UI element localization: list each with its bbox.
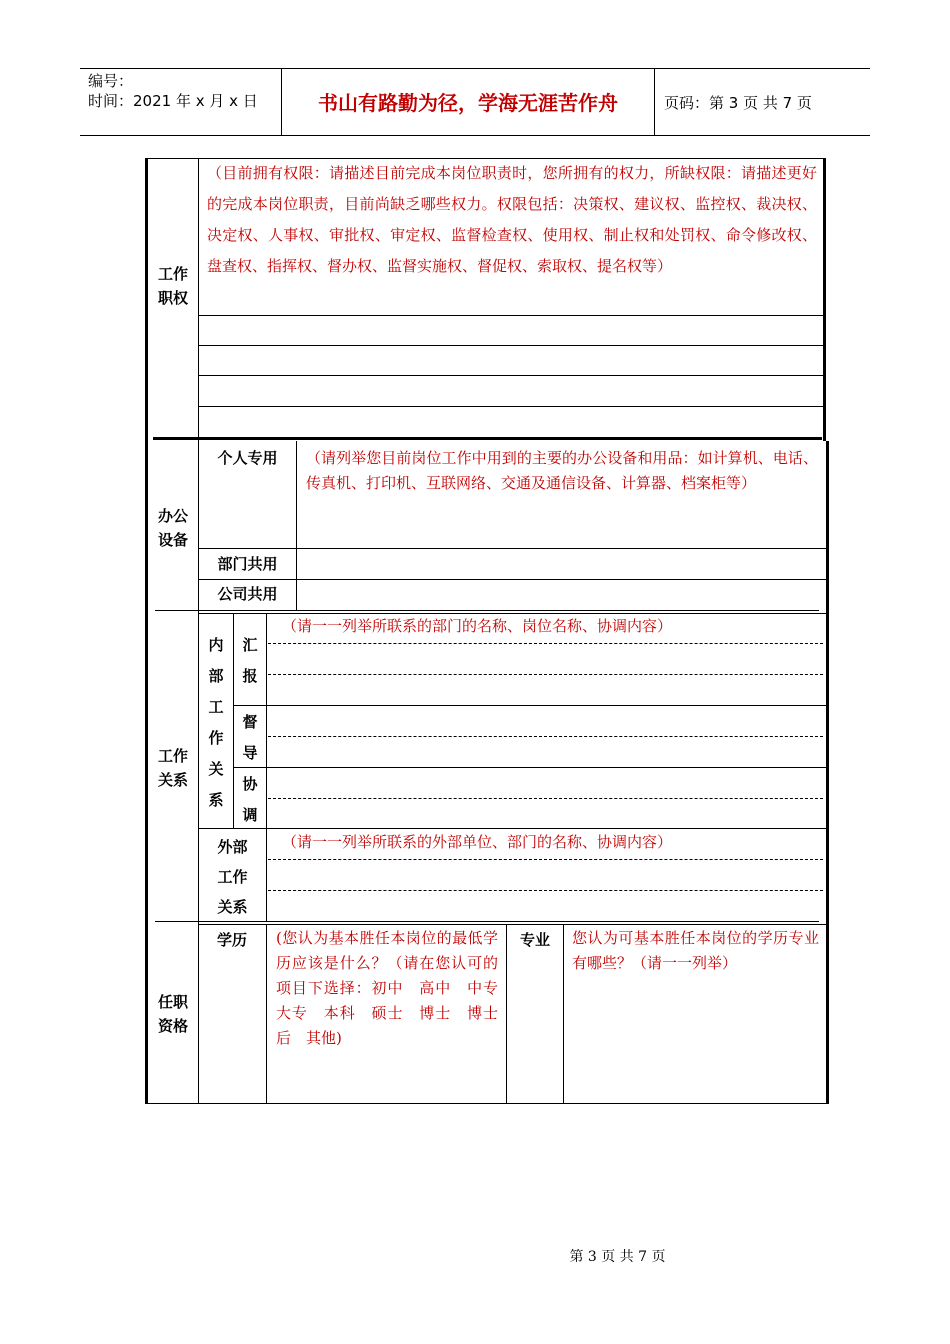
education-instruction: (您认为基本胜任本岗位的最低学历应该是什么？（请在您认可的项目下选择：初中 高中 中专 大专 本科 硕士 博士 博士后 其他) bbox=[276, 929, 514, 1047]
major-label: 专业 bbox=[519, 931, 550, 949]
personal-use-instruction: （请列举您目前岗位工作中用到的主要的办公设备和用品：如计算机、电话、传真机、打印机、互联网络、交通及通信设备、计算器、档案柜等） bbox=[306, 449, 818, 492]
authority-label: 工作 职权 bbox=[157, 265, 188, 307]
external-relations-label: 外部 工作 关系 bbox=[217, 838, 248, 916]
qualification-label: 任职 资格 bbox=[157, 993, 188, 1035]
equipment-label: 办公 设备 bbox=[157, 507, 188, 549]
company-use-label: 公司共用 bbox=[217, 585, 278, 603]
relations-label: 工作 关系 bbox=[157, 747, 188, 789]
page-info: 页码：第 3 页 共 7 页 bbox=[664, 94, 812, 112]
education-label: 学历 bbox=[216, 931, 247, 949]
external-instruction: （请一一列举所联系的外部单位、部门的名称、协调内容） bbox=[282, 833, 673, 851]
motto-title: 书山有路勤为径，学海无涯苦作舟 bbox=[318, 91, 618, 115]
page-footer: 第 3 页 共 7 页 bbox=[569, 1249, 666, 1265]
authority-instruction: （目前拥有权限：请描述目前完成本岗位职责时，您所拥有的权力，所缺权限：请描述更好的完成本岗位职责，目前尚缺乏哪些权力。权限包括：决策权、建议权、监控权、裁决权、决定权、人事权、审批权、审定权、监督检查权、使用权、制止权和处罚权、命令修改权、盘查权、指挥权、督办权、监督实施权、督促权、索取权、提名权等） bbox=[207, 164, 817, 275]
personal-use-label: 个人专用 bbox=[217, 449, 278, 467]
supervise-label: 督 导 bbox=[242, 713, 258, 762]
report-label: 汇 报 bbox=[242, 636, 258, 685]
internal-instruction: （请一一列举所联系的部门的名称、岗位名称、协调内容） bbox=[282, 617, 673, 635]
number-label: 编号： bbox=[88, 72, 134, 90]
major-instruction: 您认为可基本胜任本岗位的学历专业有哪些？（请一一列举） bbox=[572, 929, 819, 972]
coordinate-label: 协 调 bbox=[242, 775, 258, 824]
department-use-label: 部门共用 bbox=[217, 555, 278, 573]
internal-relations-label: 内 部 工 作 关 系 bbox=[208, 636, 224, 809]
time-label: 时间：2021 年 x 月 x 日 bbox=[88, 92, 258, 110]
